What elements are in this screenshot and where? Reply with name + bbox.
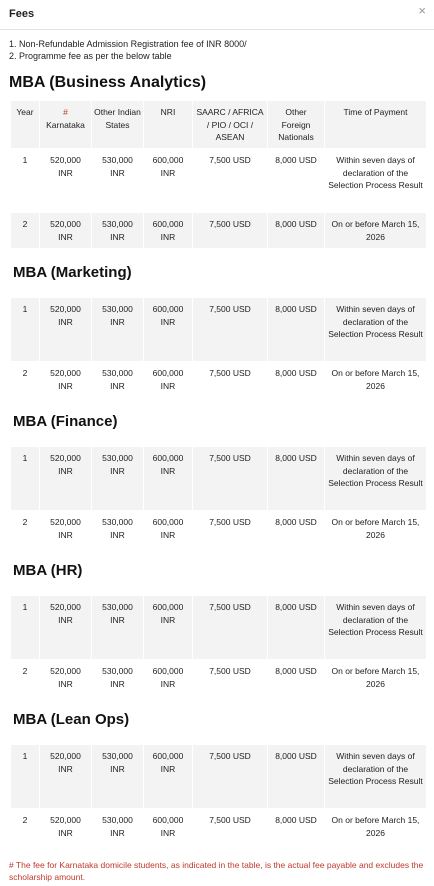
cell-time-of-payment: On or before March 15, 2026 (325, 660, 427, 696)
cell-year: 2 (11, 362, 40, 398)
cell-other-states: 530,000 INR (92, 596, 144, 660)
cell-year: 1 (11, 745, 40, 809)
cell-karnataka: 520,000 INR (40, 298, 92, 362)
cell-year: 1 (11, 149, 40, 213)
section-title-row (11, 547, 427, 596)
cell-other-states: 530,000 INR (92, 809, 144, 845)
note-registration-fee: 1. Non-Refundable Admission Registration fee of INR 8000/ (9, 39, 247, 49)
cell-time-of-payment: On or before March 15, 2026 (325, 511, 427, 547)
table-row (11, 745, 427, 809)
cell-saarc: 7,500 USD (193, 447, 268, 511)
table-row (11, 596, 427, 660)
cell-other-states: 530,000 INR (92, 745, 144, 809)
table-row (11, 447, 427, 511)
modal-title: Fees (9, 8, 35, 20)
cell-karnataka: 520,000 INR (40, 660, 92, 696)
cell-saarc: 7,500 USD (193, 511, 268, 547)
table-row (11, 149, 427, 213)
programme-title: MBA (Business Analytics) (9, 74, 207, 91)
cell-nri: 600,000 INR (144, 809, 193, 845)
cell-time-of-payment: Within seven days of declaration of the Selection Process Result (325, 149, 427, 213)
section-title-row (11, 696, 427, 745)
table-row (11, 213, 427, 249)
cell-year: 2 (11, 660, 40, 696)
cell-nri: 600,000 INR (144, 213, 193, 249)
cell-time-of-payment: On or before March 15, 2026 (325, 362, 427, 398)
table-row (11, 298, 427, 362)
section-title: MBA (Finance) (11, 398, 427, 447)
cell-saarc: 7,500 USD (193, 809, 268, 845)
cell-nri: 600,000 INR (144, 298, 193, 362)
header-saarc: SAARC / AFRICA / PIO / OCI / ASEAN (193, 101, 268, 149)
cell-foreign: 8,000 USD (268, 745, 325, 809)
cell-time-of-payment: Within seven days of declaration of the Selection Process Result (325, 447, 427, 511)
header-karnataka: # Karnataka (40, 101, 92, 149)
section-title-row (11, 249, 427, 298)
header-other-states: Other Indian States (92, 101, 144, 149)
cell-karnataka: 520,000 INR (40, 596, 92, 660)
cell-nri: 600,000 INR (144, 447, 193, 511)
cell-foreign: 8,000 USD (268, 447, 325, 511)
cell-time-of-payment: Within seven days of declaration of the Selection Process Result (325, 298, 427, 362)
cell-nri: 600,000 INR (144, 511, 193, 547)
table-row (11, 362, 427, 398)
cell-year: 2 (11, 213, 40, 249)
section-title: MBA (Lean Ops) (11, 696, 427, 745)
cell-foreign: 8,000 USD (268, 511, 325, 547)
cell-foreign: 8,000 USD (268, 149, 325, 213)
cell-nri: 600,000 INR (144, 660, 193, 696)
note-programme-fee: 2. Programme fee as per the below table (9, 51, 172, 61)
cell-karnataka: 520,000 INR (40, 447, 92, 511)
cell-other-states: 530,000 INR (92, 149, 144, 213)
cell-nri: 600,000 INR (144, 745, 193, 809)
cell-year: 1 (11, 447, 40, 511)
cell-foreign: 8,000 USD (268, 298, 325, 362)
cell-saarc: 7,500 USD (193, 745, 268, 809)
cell-foreign: 8,000 USD (268, 809, 325, 845)
cell-time-of-payment: On or before March 15, 2026 (325, 213, 427, 249)
cell-saarc: 7,500 USD (193, 213, 268, 249)
cell-karnataka: 520,000 INR (40, 213, 92, 249)
cell-karnataka: 520,000 INR (40, 511, 92, 547)
cell-foreign: 8,000 USD (268, 362, 325, 398)
cell-nri: 600,000 INR (144, 596, 193, 660)
cell-karnataka: 520,000 INR (40, 149, 92, 213)
cell-time-of-payment: Within seven days of declaration of the Selection Process Result (325, 596, 427, 660)
cell-foreign: 8,000 USD (268, 660, 325, 696)
section-title-row (11, 398, 427, 447)
fee-notes (9, 38, 247, 62)
table-row (11, 809, 427, 845)
header-nri: NRI (144, 101, 193, 149)
cell-karnataka: 520,000 INR (40, 745, 92, 809)
cell-time-of-payment: Within seven days of declaration of the Selection Process Result (325, 745, 427, 809)
close-icon[interactable]: × (418, 3, 426, 18)
cell-nri: 600,000 INR (144, 149, 193, 213)
modal-header (0, 0, 434, 30)
cell-saarc: 7,500 USD (193, 149, 268, 213)
cell-foreign: 8,000 USD (268, 213, 325, 249)
table-row (11, 511, 427, 547)
cell-year: 2 (11, 511, 40, 547)
hash-marker: # (63, 107, 68, 117)
cell-year: 1 (11, 596, 40, 660)
cell-other-states: 530,000 INR (92, 447, 144, 511)
cell-saarc: 7,500 USD (193, 362, 268, 398)
cell-saarc: 7,500 USD (193, 596, 268, 660)
cell-nri: 600,000 INR (144, 362, 193, 398)
table-row (11, 660, 427, 696)
cell-karnataka: 520,000 INR (40, 809, 92, 845)
cell-other-states: 530,000 INR (92, 213, 144, 249)
cell-time-of-payment: On or before March 15, 2026 (325, 809, 427, 845)
cell-other-states: 530,000 INR (92, 511, 144, 547)
fee-table (10, 100, 427, 845)
section-title: MBA (HR) (11, 547, 427, 596)
cell-foreign: 8,000 USD (268, 596, 325, 660)
cell-saarc: 7,500 USD (193, 660, 268, 696)
header-foreign: Other Foreign Nationals (268, 101, 325, 149)
header-time-of-payment: Time of Payment (325, 101, 427, 149)
cell-karnataka: 520,000 INR (40, 362, 92, 398)
table-header-row (11, 101, 427, 149)
cell-other-states: 530,000 INR (92, 660, 144, 696)
section-title: MBA (Marketing) (11, 249, 427, 298)
header-year: Year (11, 101, 40, 149)
cell-other-states: 530,000 INR (92, 298, 144, 362)
cell-year: 2 (11, 809, 40, 845)
cell-saarc: 7,500 USD (193, 298, 268, 362)
cell-other-states: 530,000 INR (92, 362, 144, 398)
cell-year: 1 (11, 298, 40, 362)
karnataka-fee-footnote: # The fee for Karnataka domicile students, as indicated in the table, is the actual fee payable and excludes the scholarship amount. (9, 860, 424, 882)
